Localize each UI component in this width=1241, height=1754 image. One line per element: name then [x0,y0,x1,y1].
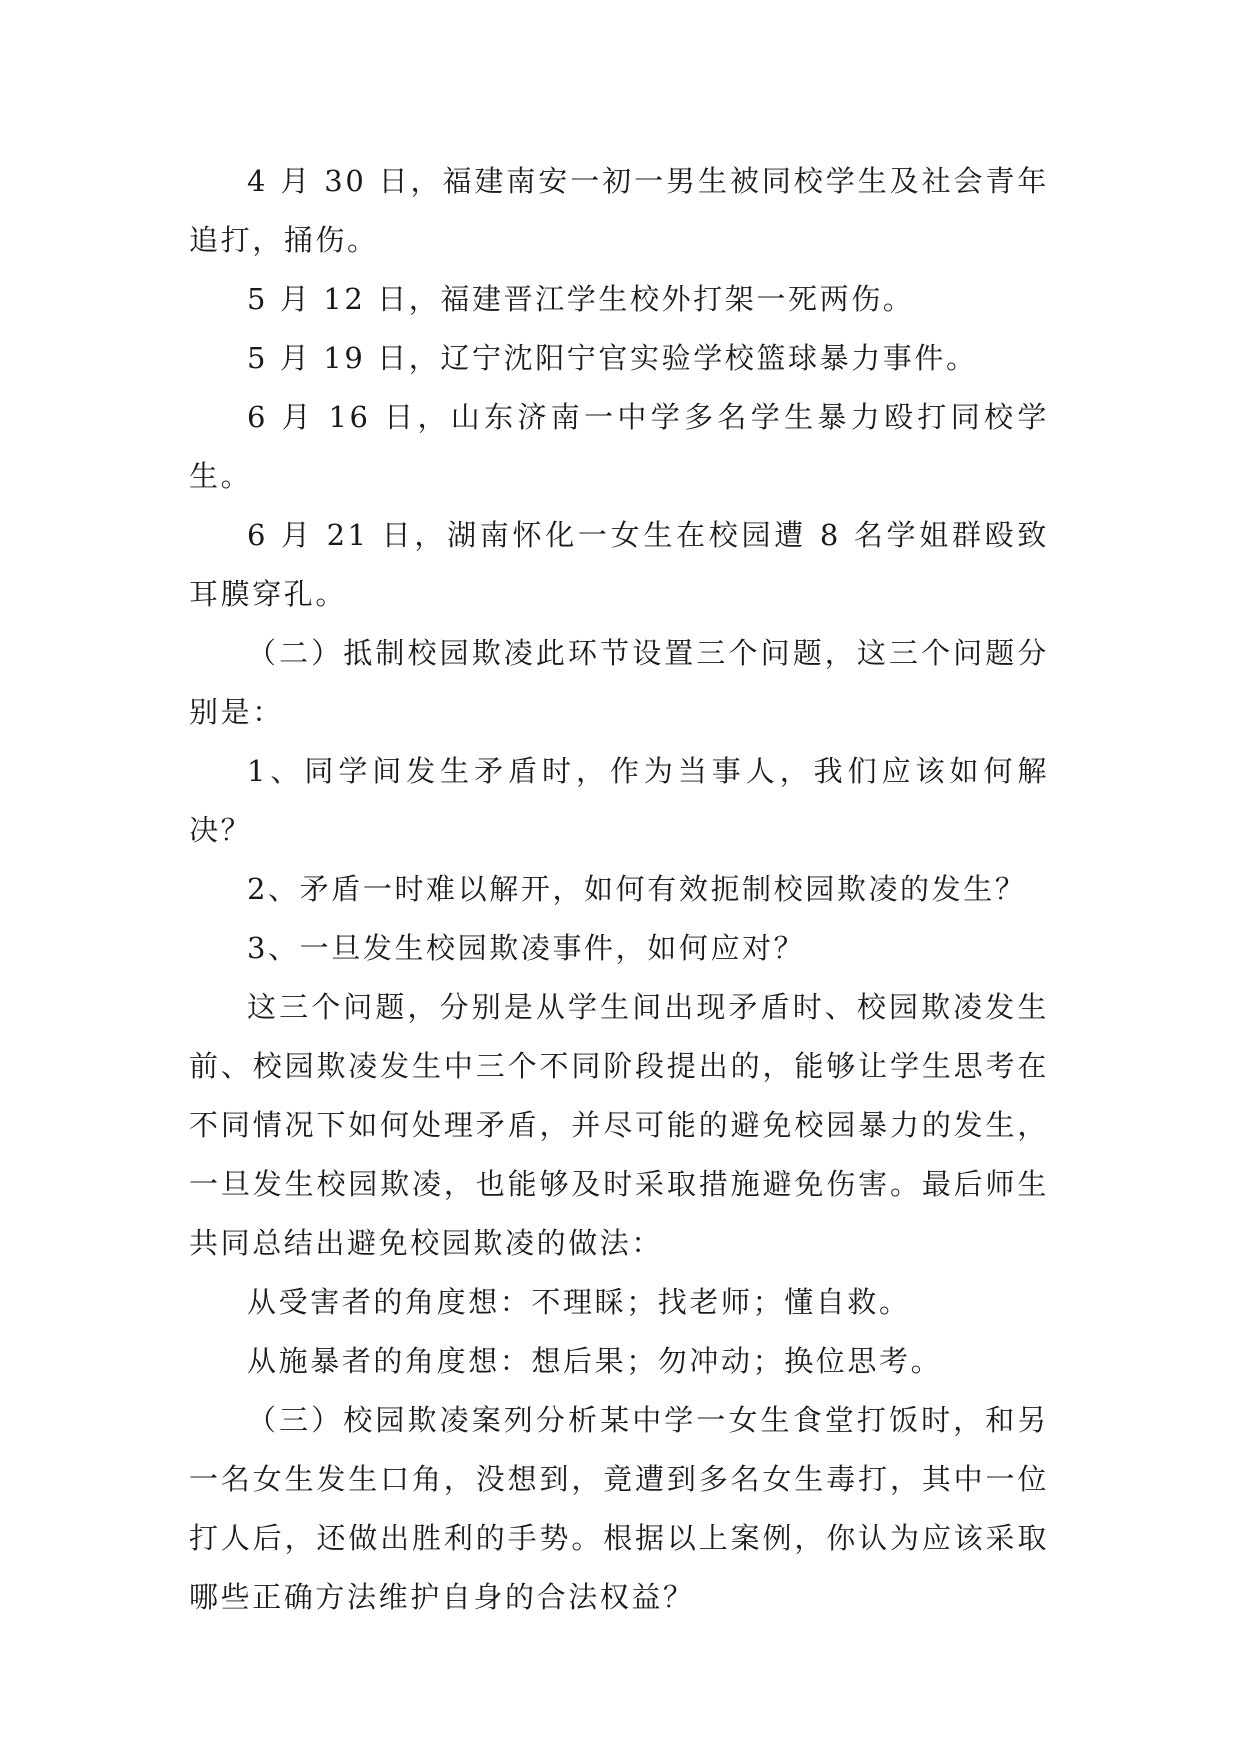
paragraph-section-two-heading: （二）抵制校园欺凌此环节设置三个问题，这三个问题分别是： [189,636,1049,729]
paragraph-case-june-16: 6 月 16 日，山东济南一中学多名学生暴力殴打同校学生。 [189,400,1049,493]
paragraph-victim-perspective: 从受害者的角度想：不理睬；找老师；懂自救。 [247,1285,911,1319]
paragraph-section-three-case: （三）校园欺凌案列分析某中学一女生食堂打饭时，和另一名女生发生口角，没想到，竟遭到多名女生毒打，其中一位打人后，还做出胜利的手势。根据以上案例，你认为应该采取哪些正确方法维护自身的合法权益？ [189,1403,1049,1614]
paragraph-question-2: 2、矛盾一时难以解开，如何有效扼制校园欺凌的发生？ [247,872,1027,906]
paragraph-case-april-30: 4 月 30 日，福建南安一初一男生被同校学生及社会青年追打，捅伤。 [189,164,1049,257]
paragraph-question-1: 1、同学间发生矛盾时，作为当事人，我们应该如何解决？ [189,754,1049,847]
paragraph-case-may-19: 5 月 19 日，辽宁沈阳宁官实验学校篮球暴力事件。 [247,341,978,375]
document-body [189,152,1049,1627]
paragraph-bully-perspective: 从施暴者的角度想：想后果；勿冲动；换位思考。 [247,1344,943,1378]
paragraph-questions-explanation: 这三个问题，分别是从学生间出现矛盾时、校园欺凌发生前、校园欺凌发生中三个不同阶段提出的，能够让学生思考在不同情况下如何处理矛盾，并尽可能的避免校园暴力的发生，一旦发生校园欺凌，也能够及时采取措施避免伤害。最后师生共同总结出避免校园欺凌的做法： [189,990,1049,1260]
paragraph-question-3: 3、一旦发生校园欺凌事件，如何应对？ [247,931,806,965]
paragraph-case-may-12: 5 月 12 日，福建晋江学生校外打架一死两伤。 [247,282,915,316]
paragraph-case-june-21: 6 月 21 日，湖南怀化一女生在校园遭 8 名学姐群殴致耳膜穿孔。 [189,518,1049,611]
